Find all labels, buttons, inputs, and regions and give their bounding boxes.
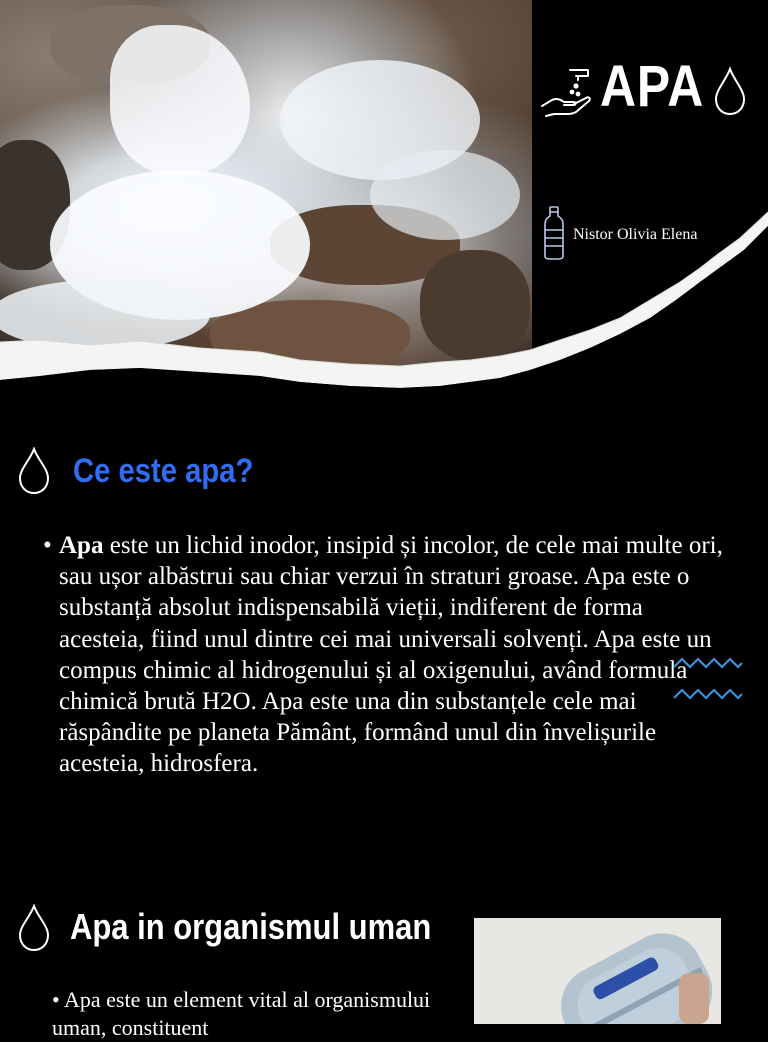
bullet: • [52, 987, 60, 1012]
paragraph-body: este un lichid inodor, insipid și incolor, de cele mai multe ori, sau ușor albăstrui sau chiar verzui în straturi groase. Apa este o substanță absolut indispensabilă vieții, indiferent de forma acesteia, fiind unul dintre cei mai universali solvenți. Apa este un compus chimic al hidrogenului și al oxigenului, având formula chimică brută H2O. Apa este una din substanțele cele mai răspândite pe planeta Pământ, formând unul din învelișurile acesteia, hidrosfera. [59, 532, 723, 778]
hand-water-icon [540, 66, 596, 118]
wave-icon [672, 686, 744, 702]
water-jug-image [474, 918, 721, 1024]
water-bottle-icon [543, 206, 565, 260]
water-drop-icon [18, 904, 50, 952]
wave-icon [672, 655, 744, 671]
water-drop-icon [713, 66, 747, 116]
section2-paragraph [52, 986, 452, 1042]
section-heading-what-is-water: Ce este apa? [73, 452, 254, 490]
bold-lead: Apa [59, 532, 104, 559]
bullet: • [43, 532, 52, 559]
paragraph-body: Apa este un element vital al organismului uman, constituent [52, 987, 431, 1040]
page-title: APA [600, 54, 705, 119]
water-drop-icon [18, 447, 50, 495]
section-heading-water-in-human-body: Apa in organismul uman [70, 906, 432, 947]
author-name: Nistor Olivia Elena [573, 226, 698, 243]
section-paragraph [43, 530, 723, 780]
